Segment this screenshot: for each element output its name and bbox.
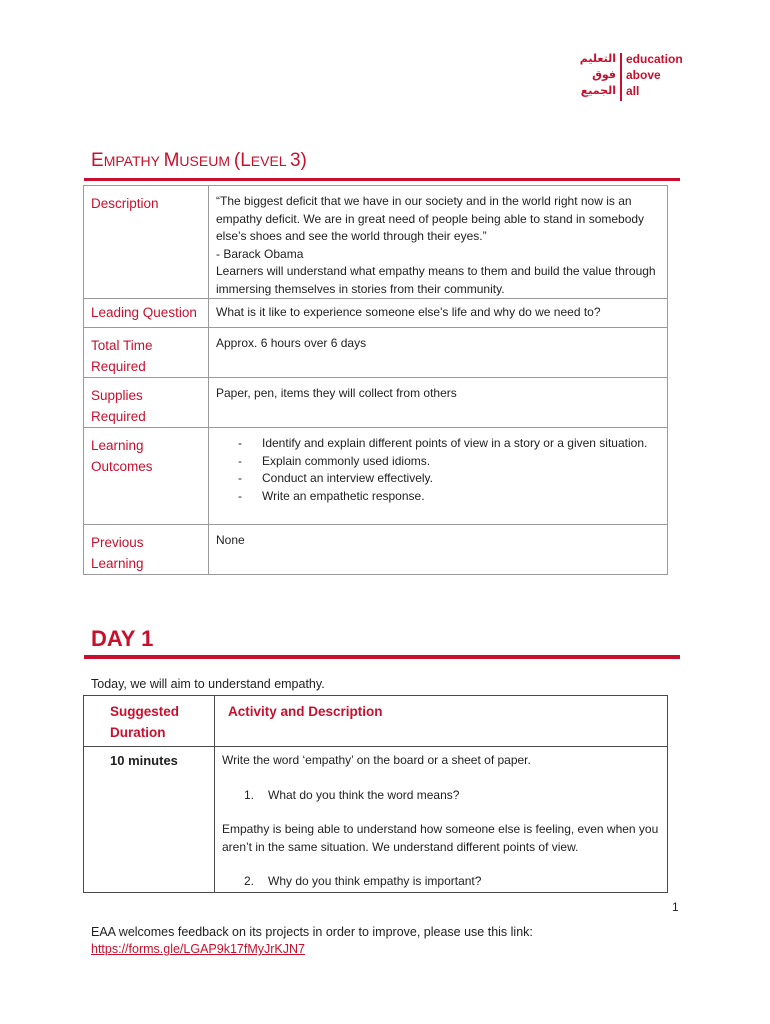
list-item-text: Write an empathetic response. xyxy=(262,488,425,503)
row-label: Learning Outcomes xyxy=(84,428,209,525)
list-item xyxy=(238,453,661,471)
education-above-all-logo xyxy=(572,51,683,101)
logo-english-text xyxy=(626,51,683,99)
description-summary: Learners will understand what empathy means to them and build the value through immersing themselves in stories from their community. xyxy=(216,264,656,296)
logo-arabic-text xyxy=(572,51,616,99)
logo-arabic-line-1: التعليم xyxy=(579,52,616,65)
activity-explanation: Empathy is being able to understand how someone else is feeling, even when you aren’t in the same situation. We understand different points of view. xyxy=(222,822,659,854)
table-row-previous-learning xyxy=(84,525,668,575)
row-value: What is it like to experience someone else's life and why do we need to? xyxy=(209,299,668,328)
question-text: What do you think the word means? xyxy=(268,787,460,802)
feedback-link[interactable]: https://forms.gle/LGAP9k17fMyJrKJN7 xyxy=(91,942,305,956)
row-value: Paper, pen, items they will collect from others xyxy=(209,378,668,428)
question-number: 1. xyxy=(244,787,255,802)
logo-english-line-1: education xyxy=(626,52,683,66)
overview-table xyxy=(83,185,668,575)
activity-table xyxy=(83,695,668,893)
title-part-evel: EVEL xyxy=(250,153,290,169)
row-label: Supplies Required xyxy=(84,378,209,428)
duration-header: Suggested Duration xyxy=(84,696,215,747)
list-bullet: - xyxy=(238,471,242,485)
description-quote: “The biggest deficit that we have in our society and in the world right now is an empathy deficit. We are in great need of people being able to stand in somebody else’s shoes and see the world through their eyes.” xyxy=(216,194,645,243)
title-part-mpathy: MPATHY xyxy=(103,153,164,169)
list-item-text: Explain commonly used idioms. xyxy=(262,453,431,468)
logo-divider xyxy=(620,53,622,101)
activity-header: Activity and Description xyxy=(215,696,668,747)
row-label: Total Time Required xyxy=(84,328,209,378)
table-row-supplies xyxy=(84,378,668,428)
activity-instruction: Write the word ‘empathy’ on the board or a sheet of paper. xyxy=(222,753,531,767)
question-text: Why do you think empathy is important? xyxy=(268,874,482,888)
activity-table-header xyxy=(84,696,668,747)
row-value xyxy=(209,186,668,299)
row-label: Previous Learning xyxy=(84,525,209,575)
list-item-text: Identify and explain different points of view in a story or a given situation. xyxy=(262,436,648,450)
activity-description xyxy=(215,747,668,893)
activity-duration: 10 minutes xyxy=(84,747,215,893)
table-row-learning-outcomes xyxy=(84,428,668,525)
description-attribution: - Barack Obama xyxy=(216,246,304,261)
list-bullet: - xyxy=(238,488,242,503)
question-number: 2. xyxy=(244,874,255,888)
page-number: 1 xyxy=(672,900,679,914)
list-item xyxy=(238,488,661,506)
title-level-number: 3) xyxy=(289,150,307,171)
table-row-description xyxy=(84,186,668,299)
row-value: Approx. 6 hours over 6 days xyxy=(209,328,668,378)
title-underline xyxy=(84,178,680,181)
title-initial-l: L xyxy=(240,150,251,171)
feedback-text: EAA welcomes feedback on its projects in order to improve, please use this link: xyxy=(91,925,533,939)
question-item xyxy=(244,787,661,805)
title-initial-e: E xyxy=(91,150,104,171)
page-title xyxy=(91,150,307,172)
title-paren-open: ( xyxy=(233,150,241,171)
table-row-leading-question xyxy=(84,299,668,328)
logo-arabic-line-3: الجميع xyxy=(580,84,616,97)
question-item xyxy=(244,873,661,891)
list-item-text: Conduct an interview effectively. xyxy=(262,471,433,485)
list-bullet: - xyxy=(238,453,242,468)
table-row-total-time xyxy=(84,328,668,378)
logo-english-line-2: above xyxy=(626,68,661,82)
row-label: Description xyxy=(84,186,209,299)
day-intro: Today, we will aim to understand empathy. xyxy=(91,677,325,691)
row-value: None xyxy=(209,525,668,575)
table-row xyxy=(84,747,668,893)
list-bullet: - xyxy=(238,436,242,450)
title-initial-m: M xyxy=(163,150,180,171)
logo-arabic-line-2: فوق xyxy=(592,68,616,81)
title-part-useum: USEUM xyxy=(179,153,234,169)
list-item xyxy=(238,435,661,453)
logo-english-line-3: all xyxy=(626,84,640,98)
day-title: DAY 1 xyxy=(91,626,154,651)
row-value xyxy=(209,428,668,525)
list-item xyxy=(238,470,661,488)
row-label: Leading Question xyxy=(84,299,209,328)
feedback-note xyxy=(91,924,533,958)
day-title-underline xyxy=(84,655,680,659)
